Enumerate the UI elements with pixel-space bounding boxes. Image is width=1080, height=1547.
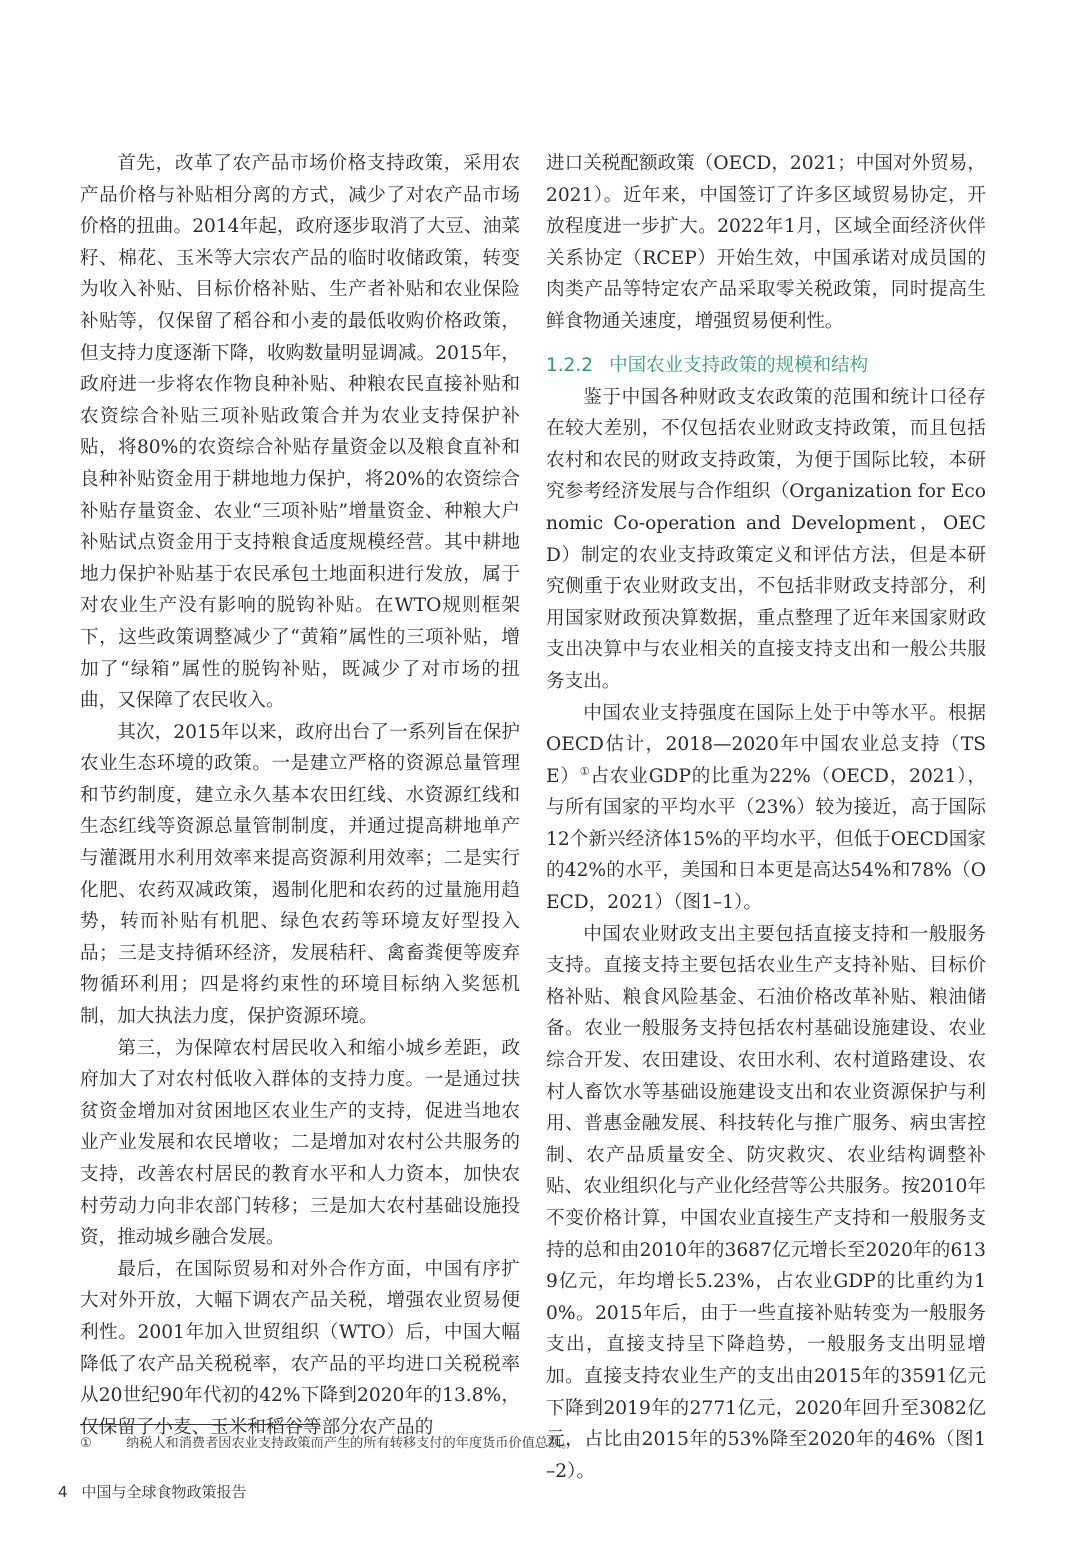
left-column — [80, 148, 520, 1443]
right-column — [546, 148, 986, 1487]
tse-text-after: 占农业GDP的比重为22%（OECD，2021），与所有国家的平均水平（23%）较为接近，高于国际12个新兴经济体15%的平均水平，但低于OECD国家的42%的水平，美国和日本更是高达54%和78%（OECD，2021）（图1–1）。 — [546, 765, 986, 914]
paragraph-fiscal-structure: 中国农业财政支出主要包括直接支持和一般服务支持。直接支持主要包括农业生产支持补贴、目标价格补贴、粮食风险基金、石油价格改革补贴、粮油储备。农业一般服务支持包括农村基础设施建设、农业综合开发、农田建设、农田水利、农村道路建设、农村人畜饮水等基础设施建设支出和农业资源保护与利用、普惠金融发展、科技转化与推广服务、病虫害控制、农产品质量安全、防灾救灾、农业结构调整补贴、农业组织化与产业化经营等公共服务。按2010年不变价格计算，中国农业直接生产支持和一般服务支持的总和由2010年的3687亿元增长至2020年的6139亿元，年均增长5.23%，占农业GDP的比重约为10%。2015年后，由于一些直接补贴转变为一般服务支出，直接支持呈下降趋势，一般服务支出明显增加。直接支持农业生产的支出由2015年的3591亿元下降到2019年的2771亿元，2020年回升至3082亿元，占比由2015年的53%降至2020年的46%（图1–2）。 — [546, 923, 986, 1482]
footnote-reference[interactable]: ① — [579, 764, 591, 778]
section-heading-1-2-2 — [546, 350, 986, 382]
paragraph-support-intensity — [546, 698, 986, 919]
footnote-mark: ① — [80, 1436, 92, 1451]
paragraph-rural-income: 第三，为保障农村居民收入和缩小城乡差距，政府加大了对农村低收入群体的支持力度。一是通过扶贫资金增加对贫困地区农业生产的支持，促进当地农业产业发展和农民增收；二是增加对农村公共服务的支持，改善农村居民的教育水平和人力资本，加快农村劳动力向非农部门转移；三是加大农村基础设施投资，推动城乡融合发展。 — [80, 1037, 520, 1249]
page-footer — [58, 1480, 247, 1504]
paragraph-trade-opening: 最后，在国际贸易和对外合作方面，中国有序扩大对外开放，大幅下调农产品关税，增强农业贸易便利性。2001年加入世贸组织（WTO）后，中国大幅降低了农产品关税税率，农产品的平均进口关税税率从20世纪90年代初的42%下降到2020年的13.8%，仅保留了小麦、玉米和稻谷等部分农产品的 — [80, 1258, 520, 1438]
tse-text-before: 中国农业支持强度在国际上处于中等水平。根据OECD估计，2018—2020年中国农业总支持（TSE） — [546, 702, 986, 787]
book-title: 中国与全球食物政策报告 — [81, 1483, 247, 1501]
paragraph-scope-method: 鉴于中国各种财政支农政策的范围和统计口径存在较大差别，不仅包括农业财政支持政策，而且包括农村和农民的财政支持政策，为便于国际比较，本研究参考经济发展与合作组织（Organization for Economic Co-operation and Development，OECD）制定的农业支持政策定义和评估方法，但是本研究侧重于农业财政支出，不包括非财政支持部分，利用国家财政预决算数据，重点整理了近年来国家财政支出决算中与农业相关的直接支持支出和一般公共服务支出。 — [546, 386, 986, 692]
paragraph-trade-continuation: 进口关税配额政策（OECD，2021；中国对外贸易，2021）。近年来，中国签订了许多区域贸易协定，开放程度进一步扩大。2022年1月，区域全面经济伙伴关系协定（RCEP）开始生效，中国承诺对成员国的肉类产品等特定农产品采取零关税政策，同时提高生鲜食物通关速度，增强贸易便利性。 — [546, 153, 986, 332]
section-number: 1.2.2 — [546, 354, 594, 376]
footnote-divider — [80, 1424, 320, 1425]
page-number: 4 — [58, 1483, 68, 1501]
paragraph-price-support-reform: 首先，改革了农产品市场价格支持政策，采用农产品价格与补贴相分离的方式，减少了对农产品市场价格的扭曲。2014年起，政府逐步取消了大豆、油菜籽、棉花、玉米等大宗农产品的临时收储政策，转变为收入补贴、目标价格补贴、生产者补贴和农业保险补贴等，仅保留了稻谷和小麦的最低收购价格政策，但支持力度逐渐下降，收购数量明显调减。2015年，政府进一步将农作物良种补贴、种粮农民直接补贴和农资综合补贴三项补贴政策合并为农业支持保护补贴，将80%的农资综合补贴存量资金以及粮食直补和良种补贴资金用于耕地地力保护，将20%的农资综合补贴存量资金、农业“三项补贴”增量资金、种粮大户补贴试点资金用于支持粮食适度规模经营。其中耕地地力保护补贴基于农民承包土地面积进行发放，属于对农业生产没有影响的脱钩补贴。在WTO规则框架下，这些政策调整减少了“黄箱”属性的三项补贴，增加了“绿箱”属性的脱钩补贴，既减少了对市场的扭曲，又保障了农民收入。 — [80, 153, 520, 712]
paragraph-eco-policy: 其次，2015年以来，政府出台了一系列旨在保护农业生态环境的政策。一是建立严格的资源总量管理和节约制度，建立永久基本农田红线、水资源红线和生态红线等资源总量管制制度，并通过提高耕地单产与灌溉用水利用效率来提高资源利用效率；二是实行化肥、农药双减政策，遏制化肥和农药的过量施用趋势，转而补贴有机肥、绿色农药等环境友好型投入品；三是支持循环经济，发展秸秆、禽畜粪便等废弃物循环利用；四是将约束性的环境目标纳入奖惩机制，加大执法力度，保护资源环境。 — [80, 721, 520, 1028]
section-title: 中国农业支持政策的规模和结构 — [609, 354, 869, 376]
footnote-text: 纳税人和消费者因农业支持政策而产生的所有转移支付的年度货币价值总额。 — [126, 1436, 575, 1451]
footnote — [80, 1431, 1000, 1457]
